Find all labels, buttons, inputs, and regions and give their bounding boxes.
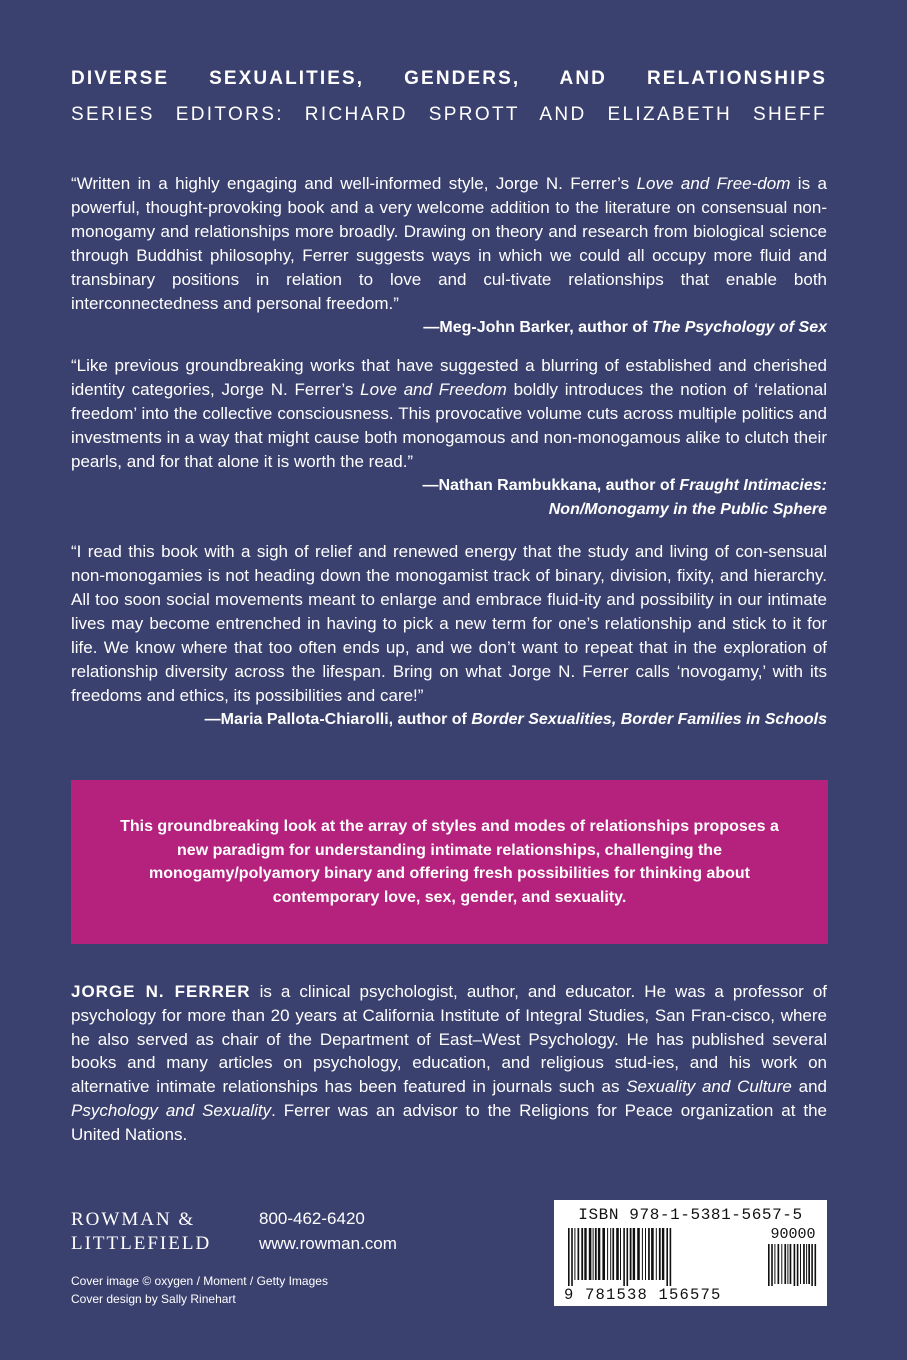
cover-image-credit: Cover image © oxygen / Moment / Getty Images <box>71 1274 328 1288</box>
blurb-attribution: —Nathan Rambukkana, author of Fraught Intimacies: Non/Monogamy in the Public Sphere <box>422 477 827 518</box>
publisher-contact <box>259 1206 397 1256</box>
ean-barcode-bars <box>568 1228 758 1286</box>
price-code: 90000 <box>770 1226 816 1243</box>
series-title: DIVERSE SEXUALITIES, GENDERS, AND RELATIONSHIPS <box>71 68 827 89</box>
cover-credits <box>71 1272 328 1308</box>
blurb-1 <box>71 172 827 340</box>
journal-title: Psychology and Sexuality <box>71 1100 272 1120</box>
attribution-work-line2: Non/Monogamy in the Public Sphere <box>548 501 827 518</box>
blurb-3 <box>71 540 827 732</box>
blurb-attribution: —Meg-John Barker, author of The Psychology of Sex <box>423 319 827 336</box>
blurb-attribution: —Maria Pallota-Chiarolli, author of Border Sexualities, Border Families in Schools <box>204 711 827 728</box>
author-name: JORGE N. FERRER <box>71 982 251 1001</box>
blurb-quote: “I read this book with a sigh of relief and renewed energy that the study and living of con-sensual non-monogamies is not heading down the monogamist track of binary, division, fixity, and hierarchy. All too soon social movements meant to enlarge and embrace fluid-ity and possibility in our intimate lives may become entrenched in having to pick a new term for one’s relationship and stick to it for life. We know where that too often ends up, and we don’t want to repeat that in the exploration of relationship diversity across the lifespan. Bring on what Jorge N. Ferrer calls ‘novogamy,’ with its freedoms and ethics, its possibilities and care!” <box>71 542 827 705</box>
ean-digits: 9 781538 156575 <box>564 1286 722 1304</box>
highlight-box <box>71 780 828 944</box>
attribution-work: Fraught Intimacies: <box>679 477 827 494</box>
cover-design-credit: Cover design by Sally Rinehart <box>71 1292 236 1306</box>
publisher-logo: ROWMAN & LITTLEFIELD <box>71 1209 212 1254</box>
blurb-quote: “Like previous groundbreaking works that have suggested a blurring of established and cherished identity categories, Jorge N. Ferrer’s Love and Freedom boldly introduces the notion of ‘relational freedom’ into the collective consciousness. This provocative volume cuts across multiple politics and investments in a way that might cause both monogamous and non-monogamous alike to clutch their pearls, and for that alone it is worth the read.” <box>71 356 827 471</box>
journal-title: Sexuality and Culture <box>626 1077 792 1097</box>
author-bio: JORGE N. FERRER is a clinical psychologist, author, and educator. He was a professor of psychology for more than 20 years at California Institute of Integral Studies, San Fran-cisco, where he also served as chair of the Department of East–West Psychology. He has published several books and many articles on psychology, education, and religious stud-ies, and his work on alternative intimate relationships has been featured in journals such as Sexuality and Culture and Psychology and Sexuality. Ferrer was an advisor to the Religions for Peace organization at the United Nations. <box>71 982 828 1144</box>
attribution-work: The Psychology of Sex <box>651 319 827 336</box>
blurb-2 <box>71 354 827 522</box>
isbn-barcode <box>554 1200 827 1306</box>
series-header <box>71 66 827 128</box>
blurb-quote: “Written in a highly engaging and well-informed style, Jorge N. Ferrer’s Love and Free-dom is a powerful, thought-provoking book and a very welcome addition to the literature on consensual non-monogamy and relationships more broadly. Drawing on theory and research from biological science through Buddhist philosophy, Ferrer suggests ways in which we could all occupy more fluid and transbinary positions in relation to love and cul-tivate relationships that enable both interconnectedness and personal freedom.” <box>71 174 827 313</box>
attribution-work: Border Sexualities, Border Families in Schools <box>471 711 827 728</box>
series-editors: SERIES EDITORS: RICHARD SPROTT AND ELIZABETH SHEFF <box>71 104 827 125</box>
isbn-label: ISBN 978-1-5381-5657-5 <box>578 1206 803 1224</box>
book-title: Love and Freedom <box>360 380 507 399</box>
publisher-phone: 800-462-6420 <box>259 1209 365 1228</box>
book-title: Love and Free-dom <box>636 174 791 193</box>
highlight-text: This groundbreaking look at the array of styles and modes of relationships proposes a new paradigm for understanding intimate relationships, challenging the monogamy/polyamory binary and offering fresh possibilities for thinking about contemporary love, sex, gender, and sexuality. <box>120 818 779 906</box>
publisher-website: www.rowman.com <box>259 1234 397 1253</box>
addon-barcode-bars <box>768 1244 818 1286</box>
